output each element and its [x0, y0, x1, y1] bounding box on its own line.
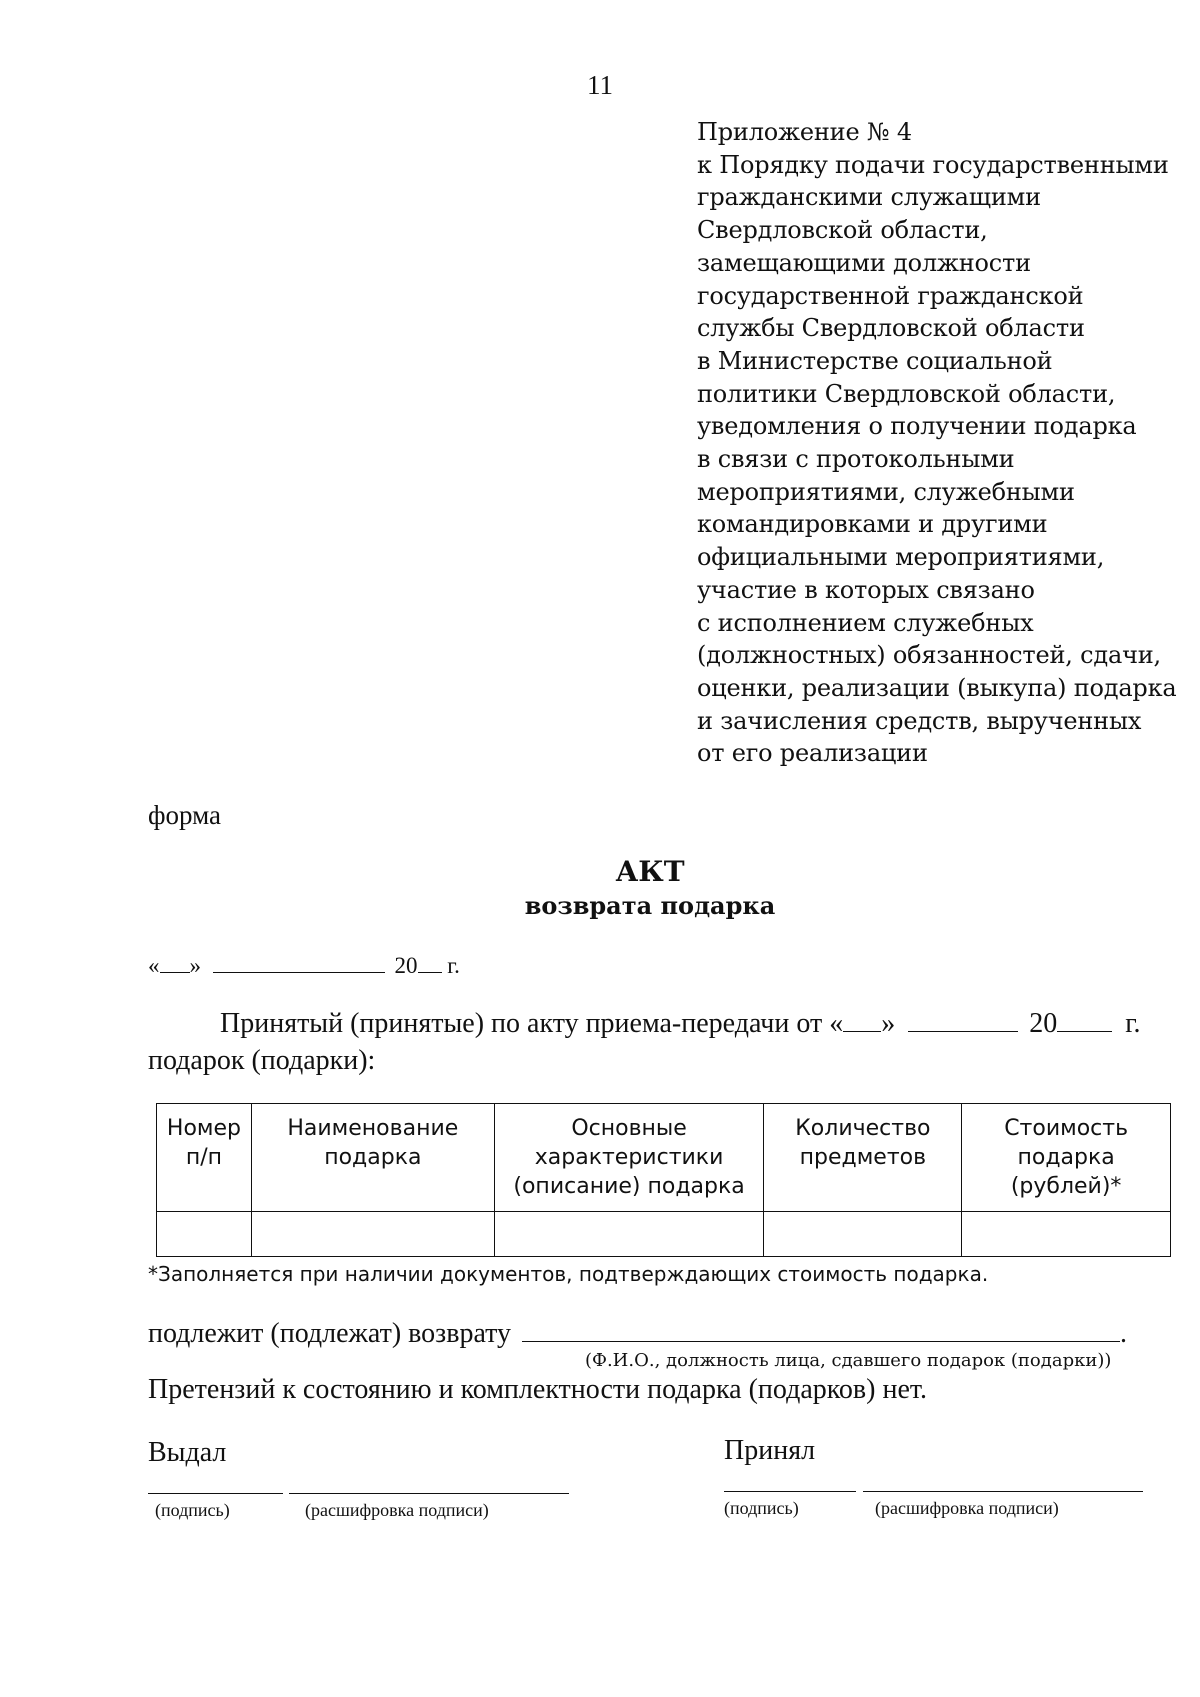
appendix-line: оценки, реализации (выкупа) подарка [697, 673, 1177, 702]
appendix-line: (должностных) обязанностей, сдачи, [697, 641, 1161, 670]
cell-quantity[interactable] [764, 1212, 962, 1257]
month-blank[interactable] [213, 952, 385, 973]
received-decoding-line[interactable] [863, 1491, 1143, 1492]
issued-signature-hint: (подпись) [155, 1500, 230, 1520]
cell-cost[interactable] [962, 1212, 1171, 1257]
appendix-line: командировками и другими [697, 510, 1048, 539]
appendix-line: Приложение № 4 [697, 118, 912, 146]
return-person-blank[interactable] [522, 1321, 1120, 1342]
cell-gift-name[interactable] [251, 1212, 494, 1257]
intro-line-1 [148, 1005, 1158, 1042]
cell-number[interactable] [157, 1212, 252, 1257]
year-prefix: 20 [394, 953, 418, 978]
appendix-line: участие в которых связано [697, 575, 1035, 604]
issued-label: Выдал [148, 1437, 227, 1468]
received-signature-line[interactable] [724, 1491, 856, 1492]
appendix-line: политики Свердловской области, [697, 379, 1116, 408]
header-quantity: Количество предметов [764, 1104, 962, 1212]
intro-quote-close: » [881, 1008, 896, 1039]
received-signature-hint: (подпись) [724, 1498, 799, 1518]
appendix-header [697, 116, 1177, 770]
intro-year-prefix: 20 [1029, 1008, 1058, 1039]
issued-decoding-hint: (расшифровка подписи) [305, 1500, 489, 1520]
return-end: . [1120, 1318, 1128, 1349]
footnote: *Заполняется при наличии документов, подтверждающих стоимость подарка. [148, 1262, 989, 1286]
transfer-day-blank[interactable] [843, 1011, 881, 1032]
appendix-line: от его реализации [697, 739, 928, 768]
act-subtitle: возврата подарка [524, 891, 776, 920]
header-cost: Стоимость подарка (рублей)* [962, 1104, 1171, 1212]
intro-paragraph [148, 1005, 1158, 1079]
return-line [148, 1318, 1127, 1350]
appendix-line: уведомления о получении подарка [697, 412, 1137, 441]
appendix-line: Свердловской области, [697, 216, 988, 245]
claims-statement: Претензий к состоянию и комплектности подарка (подарков) нет. [148, 1374, 928, 1405]
table-header-row [157, 1104, 1171, 1212]
appendix-line: официальными мероприятиями, [697, 543, 1105, 572]
transfer-year-blank[interactable] [1057, 1011, 1112, 1032]
form-label: форма [148, 800, 221, 830]
return-label: подлежит (подлежат) возврату [148, 1318, 512, 1349]
appendix-line: службы Свердловской области [697, 314, 1085, 343]
intro-year-suffix: г. [1125, 1008, 1141, 1039]
received-decoding-hint: (расшифровка подписи) [875, 1498, 1059, 1518]
appendix-line: гражданскими служащими [697, 183, 1041, 212]
appendix-line: в связи с протокольными [697, 445, 1015, 474]
appendix-line: мероприятиями, служебными [697, 477, 1075, 506]
year-suffix: г. [447, 953, 460, 978]
appendix-line: к Порядку подачи государственными [697, 150, 1169, 179]
page-number: 11 [587, 70, 613, 100]
intro-text: Принятый (принятые) по акту приема-передачи от « [220, 1008, 844, 1039]
return-hint: (Ф.И.О., должность лица, сдавшего подарок (подарки)) [585, 1350, 1112, 1371]
day-blank[interactable] [160, 952, 190, 973]
intro-line-2: подарок (подарки): [148, 1045, 376, 1076]
cell-characteristics[interactable] [494, 1212, 764, 1257]
header-characteristics: Основные характеристики (описание) подарка [494, 1104, 764, 1212]
transfer-month-blank[interactable] [908, 1011, 1018, 1032]
header-gift-name: Наименование подарка [251, 1104, 494, 1212]
issued-decoding-line[interactable] [289, 1493, 569, 1494]
header-number: Номер п/п [157, 1104, 252, 1212]
year-blank[interactable] [418, 952, 442, 973]
issued-signature-line[interactable] [148, 1493, 283, 1494]
appendix-line: в Министерстве социальной [697, 346, 1053, 375]
close-quote: » [189, 953, 201, 978]
appendix-line: и зачисления средств, вырученных [697, 706, 1142, 735]
received-label: Принял [724, 1435, 816, 1466]
act-date-line [148, 952, 460, 979]
table-row [157, 1212, 1171, 1257]
appendix-line: государственной гражданской [697, 281, 1084, 310]
act-title: АКТ [615, 855, 685, 888]
appendix-line: с исполнением служебных [697, 608, 1034, 637]
appendix-line: замещающими должности [697, 248, 1031, 277]
gifts-table [156, 1103, 1171, 1257]
open-quote: « [148, 953, 160, 978]
